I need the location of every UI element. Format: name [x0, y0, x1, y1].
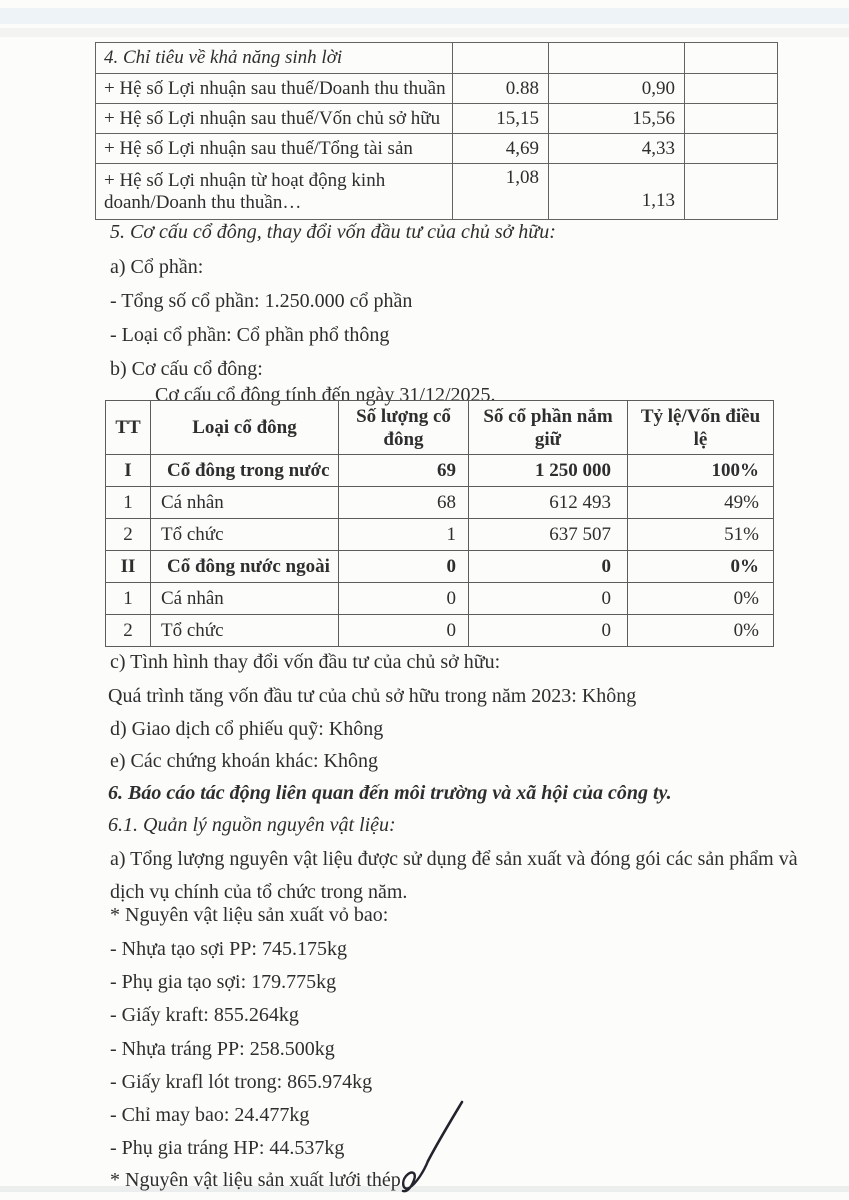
row-count: 68	[339, 487, 469, 519]
table-row	[96, 43, 778, 74]
item-c-capital-change: c) Tình hình thay đổi vốn đầu tư của chủ sở hữu:	[110, 651, 501, 673]
empty-cell	[685, 43, 778, 74]
row-type: Tổ chức	[151, 615, 339, 647]
table-row	[106, 519, 774, 551]
ratio-prev-value: 4,69	[453, 134, 549, 164]
materials-intro-paragraph: a) Tổng lượng nguyên vật liệu được sử dụng để sản xuất và đóng gói các sản phẩm và dịch vụ chính của tổ chức trong năm.	[110, 848, 798, 903]
row-count: 0	[339, 551, 469, 583]
signature-mark-icon	[396, 1098, 468, 1196]
row-shares: 637 507	[469, 519, 628, 551]
row-ratio: 49%	[628, 487, 774, 519]
table-header-row	[106, 401, 774, 455]
ratio-curr-value: 4,33	[549, 134, 685, 164]
material-item: - Chỉ may bao: 24.477kg	[110, 1104, 310, 1126]
row-type: Cổ đông nước ngoài	[151, 551, 339, 583]
table-row	[96, 134, 778, 164]
row-tt: 1	[106, 487, 151, 519]
table-row	[96, 74, 778, 104]
ratio-prev-value: 1,08	[453, 164, 549, 220]
profitability-ratio-table	[95, 42, 778, 220]
item-e-other-securities: e) Các chứng khoán khác: Không	[110, 750, 378, 772]
section-6-heading: 6. Báo cáo tác động liên quan đến môi trường và xã hội của công ty.	[108, 782, 672, 804]
row-tt: 2	[106, 615, 151, 647]
row-ratio: 51%	[628, 519, 774, 551]
material-item: - Nhựa tạo sợi PP: 745.175kg	[110, 938, 347, 960]
row-type: Cổ đông trong nước	[151, 455, 339, 487]
share-type-line: - Loại cổ phần: Cổ phần phổ thông	[110, 324, 390, 346]
table-row	[96, 104, 778, 134]
ratio-prev-value: 0.88	[453, 74, 549, 104]
row-count: 69	[339, 455, 469, 487]
empty-cell	[549, 43, 685, 74]
row-shares: 1 250 000	[469, 455, 628, 487]
scan-artifact-band	[0, 28, 849, 37]
table-row	[106, 455, 774, 487]
scan-artifact-band	[0, 8, 849, 24]
row-shares: 0	[469, 551, 628, 583]
row-count: 1	[339, 519, 469, 551]
row-shares: 0	[469, 583, 628, 615]
empty-cell	[685, 74, 778, 104]
table-row	[106, 487, 774, 519]
empty-cell	[685, 134, 778, 164]
section-6-1-subheading: 6.1. Quản lý nguồn nguyên vật liệu:	[108, 814, 396, 836]
row-ratio: 0%	[628, 615, 774, 647]
empty-cell	[685, 104, 778, 134]
ratio-table-title: 4. Chỉ tiêu về khả năng sinh lời	[96, 43, 453, 74]
col-header-ratio: Tỷ lệ/Vốn điều lệ	[628, 401, 774, 455]
total-shares-line: - Tổng số cổ phần: 1.250.000 cổ phần	[110, 290, 413, 312]
shareholder-table-caption: Cơ cấu cổ đông tính đến ngày 31/12/2025.	[155, 384, 496, 406]
row-tt: 2	[106, 519, 151, 551]
section-5-heading: 5. Cơ cấu cổ đông, thay đổi vốn đầu tư của chủ sở hữu:	[110, 221, 556, 243]
row-ratio: 0%	[628, 551, 774, 583]
material-item: - Phụ gia tạo sợi: 179.775kg	[110, 971, 337, 993]
row-shares: 612 493	[469, 487, 628, 519]
ratio-curr-value: 1,13	[549, 164, 685, 220]
materials-group1-title: * Nguyên vật liệu sản xuất vỏ bao:	[110, 904, 389, 926]
row-type: Cá nhân	[151, 487, 339, 519]
row-tt: I	[106, 455, 151, 487]
table-row	[106, 551, 774, 583]
item-a-shares: a) Cổ phần:	[110, 256, 204, 278]
materials-group2-title: * Nguyên vật liệu sản xuất lưới thép.	[110, 1169, 406, 1191]
table-row	[106, 583, 774, 615]
row-ratio: 0%	[628, 583, 774, 615]
ratio-curr-value: 0,90	[549, 74, 685, 104]
empty-cell	[453, 43, 549, 74]
row-type: Tổ chức	[151, 519, 339, 551]
row-count: 0	[339, 615, 469, 647]
row-ratio: 100%	[628, 455, 774, 487]
empty-cell	[685, 164, 778, 220]
ratio-label: + Hệ số Lợi nhuận sau thuế/Vốn chủ sở hữu	[96, 104, 453, 134]
ratio-prev-value: 15,15	[453, 104, 549, 134]
row-count: 0	[339, 583, 469, 615]
ratio-curr-value: 15,56	[549, 104, 685, 134]
item-d-treasury-shares: d) Giao dịch cổ phiếu quỹ: Không	[110, 718, 384, 740]
row-shares: 0	[469, 615, 628, 647]
material-item: - Phụ gia tráng HP: 44.537kg	[110, 1137, 345, 1159]
capital-increase-note: Quá trình tăng vốn đầu tư của chủ sở hữu trong năm 2023: Không	[108, 685, 637, 707]
col-header-tt: TT	[106, 401, 151, 455]
table-row	[96, 164, 778, 220]
row-tt: II	[106, 551, 151, 583]
row-tt: 1	[106, 583, 151, 615]
row-type: Cá nhân	[151, 583, 339, 615]
material-item: - Giấy kraft: 855.264kg	[110, 1004, 299, 1026]
item-b-structure: b) Cơ cấu cổ đông:	[110, 358, 263, 380]
col-header-count: Số lượng cổ đông	[339, 401, 469, 455]
table-row	[106, 615, 774, 647]
ratio-label: + Hệ số Lợi nhuận sau thuế/Tổng tài sản	[96, 134, 453, 164]
col-header-type: Loại cổ đông	[151, 401, 339, 455]
material-item: - Nhựa tráng PP: 258.500kg	[110, 1038, 335, 1060]
col-header-shares: Số cổ phần nắm giữ	[469, 401, 628, 455]
ratio-label: + Hệ số Lợi nhuận từ hoạt động kinh doanh/Doanh thu thuần…	[96, 164, 453, 220]
ratio-label: + Hệ số Lợi nhuận sau thuế/Doanh thu thuần	[96, 74, 453, 104]
material-item: - Giấy krafl lót trong: 865.974kg	[110, 1071, 373, 1093]
shareholder-structure-table	[105, 400, 774, 647]
